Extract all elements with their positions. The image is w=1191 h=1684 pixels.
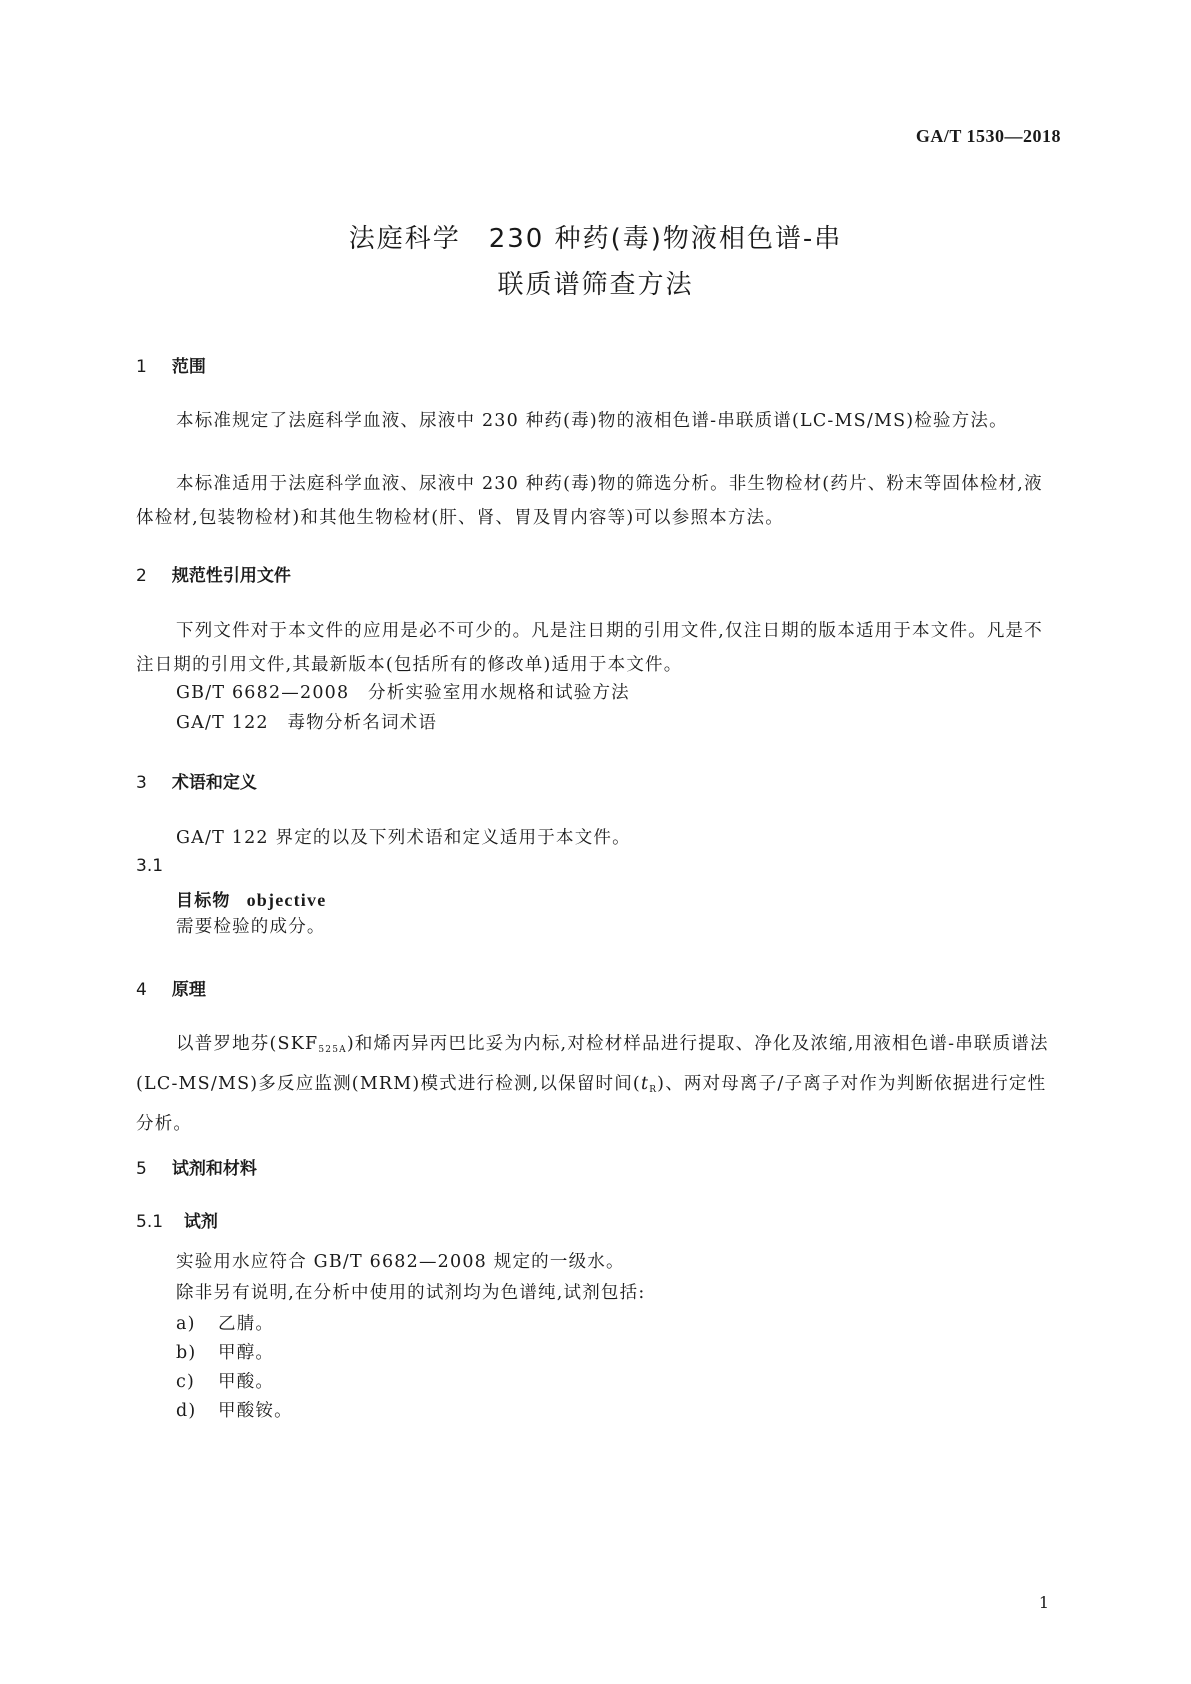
document-title-line2: 联质谱筛查方法 <box>497 270 694 300</box>
list-item <box>176 1339 274 1364</box>
section-title: 原理 <box>171 980 206 1000</box>
term-chinese: 目标物 <box>176 891 231 911</box>
list-item-label: d) <box>176 1401 197 1421</box>
section-number: 2 <box>136 566 147 586</box>
subsection-3-1-number: 3.1 <box>136 856 164 876</box>
section-number: 5 <box>136 1159 147 1179</box>
section-title: 试剂 <box>183 1212 218 1232</box>
section-5-1-paragraph-2: 除非另有说明,在分析中使用的试剂均为色谱纯,试剂包括: <box>176 1283 646 1303</box>
section-title: 范围 <box>171 357 206 377</box>
page-number: 1 <box>1038 1593 1049 1612</box>
list-item-label: a) <box>176 1314 196 1334</box>
list-item <box>176 1397 293 1422</box>
list-item-text: 乙腈。 <box>218 1314 275 1334</box>
section-title: 术语和定义 <box>171 773 257 793</box>
section-5-heading <box>136 1154 257 1179</box>
section-1-heading <box>136 352 206 377</box>
list-item-label: b) <box>176 1343 197 1363</box>
section-title: 规范性引用文件 <box>171 566 291 586</box>
list-item-text: 甲醇。 <box>218 1343 275 1363</box>
section-5-1-heading <box>136 1207 218 1232</box>
principle-text-a: 以普罗地芬(SKF <box>176 1034 319 1054</box>
retention-time-symbol: t <box>640 1074 650 1094</box>
section-2-heading <box>136 561 291 586</box>
section-title: 试剂和材料 <box>171 1159 257 1179</box>
section-4-paragraph-1 <box>136 1027 1056 1141</box>
principle-text-b: )和烯丙异丙巴比妥为内标,对检材样品进行提取、净化及浓缩,用液相色谱-串联质谱法(LC-MS/MS)多反应监测(MRM)模式进行检测,以保留时间( <box>136 1034 1049 1094</box>
section-3-heading <box>136 768 257 793</box>
list-item-text: 甲酸。 <box>218 1372 275 1392</box>
section-number: 1 <box>136 357 147 377</box>
reference-gb-t-6682: GB/T 6682—2008 分析实验室用水规格和试验方法 <box>176 683 630 703</box>
term-definition: 需要检验的成分。 <box>176 917 326 937</box>
reference-ga-t-122: GA/T 122 毒物分析名词术语 <box>176 713 438 733</box>
term-english: objective <box>246 890 327 910</box>
list-item-label: c) <box>176 1372 196 1392</box>
principle-subscript: 525A <box>318 1045 347 1055</box>
list-item-text: 甲酸铵。 <box>218 1401 293 1421</box>
principle-text-c: )、两对母离子/子离子对作为判断依据进行定性分析。 <box>136 1074 1047 1134</box>
section-number: 4 <box>136 980 147 1000</box>
retention-time-subscript: R <box>649 1085 658 1095</box>
section-1-paragraph-2: 本标准适用于法庭科学血液、尿液中 230 种药(毒)物的筛选分析。非生物检材(药片、粉末等固体检材,液体检材,包装物检材)和其他生物检材(肝、肾、胃及胃内容等)可以参照本方法。 <box>136 474 1043 528</box>
section-number: 5.1 <box>136 1212 164 1232</box>
section-number: 3 <box>136 773 147 793</box>
list-item <box>176 1310 274 1335</box>
section-2-paragraph-1: 下列文件对于本文件的应用是必不可少的。凡是注日期的引用文件,仅注日期的版本适用于本文件。凡是不注日期的引用文件,其最新版本(包括所有的修改单)适用于本文件。 <box>136 621 1043 675</box>
document-title-line1: 法庭科学 230 种药(毒)物液相色谱-串 <box>348 224 843 254</box>
standard-code: GA/T 1530—2018 <box>915 126 1061 146</box>
section-3-paragraph-1: GA/T 122 界定的以及下列术语和定义适用于本文件。 <box>176 828 631 848</box>
section-1-paragraph-1: 本标准规定了法庭科学血液、尿液中 230 种药(毒)物的液相色谱-串联质谱(LC-MS/MS)检验方法。 <box>176 411 1008 431</box>
term-entry <box>176 886 326 911</box>
section-4-heading <box>136 975 206 1000</box>
section-5-1-paragraph-1: 实验用水应符合 GB/T 6682—2008 规定的一级水。 <box>176 1252 625 1272</box>
list-item <box>176 1368 274 1393</box>
